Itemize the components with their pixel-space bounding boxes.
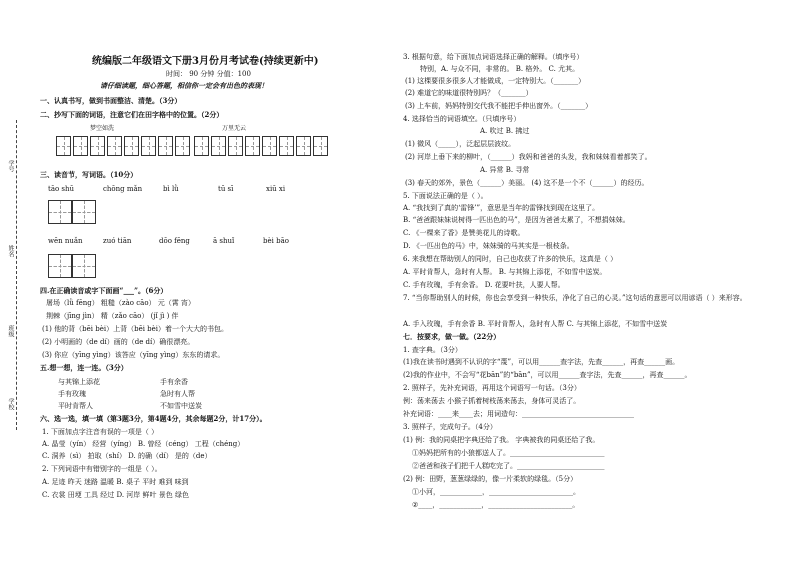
task-2-answer-line[interactable]: 补充词语：____来____去；用词造句：________________________________ (403, 410, 634, 418)
s4-line-3: (1) 他的背（bēi bèi）上背（bēi bèi）着一个大大的书包。 (42, 325, 229, 333)
section-3-title: 三、读音节，写词语。（10分） (40, 170, 138, 179)
q3-line-3: (3) 上车前，妈妈特别交代我不能把手伸出窗外。（_______） (405, 102, 593, 110)
cut-line (16, 120, 17, 430)
question-1: 1. 下面加点字注音有误的一项是（ ） (42, 428, 159, 436)
pinyin-9: ā shuǐ (213, 237, 235, 245)
task-3-line-4[interactable]: ②____，____________，________________________。 (412, 501, 580, 509)
task-2-example: 例：荡来荡去 小猴子抓着树枝荡来荡去，身体可灵活了。 (403, 397, 581, 405)
s4-line-5: (3) 你应（yīng yìng）该答应（yīng yìng）东东的请求。 (42, 351, 225, 359)
section-5-title: 五.想一想，连一连。（3分） (40, 363, 128, 372)
q5-option-c: C. 《一棵来了香》是赞美花儿的诗歌。 (403, 229, 525, 237)
q4-options-2: A. 异常 B. 寻常 (480, 166, 530, 174)
page-title: 统编版二年级语文下册3月份月考试卷(持续更新中) (92, 56, 319, 67)
q4-line-1: (1) 微风（_____），泛起层层波纹。 (405, 140, 516, 148)
match-right-1[interactable]: 手有余香 (160, 378, 188, 386)
task-2: 2. 照样子，先补充词语，再用这个词语写一句话。（3分） (403, 384, 581, 392)
copy-grid-2[interactable] (194, 136, 328, 156)
question-6: 6. 来我想在帮助别人的同时，自己也收获了许多的快乐，这真是（ ） (403, 255, 618, 263)
q2-options-1: A. 足迹 昨天 迷路 温暖 B. 桌子 平时 难到 味到 (42, 478, 189, 486)
task-3-example-1: (1) 例：我的同桌把字典还给了我。 字典被我的同桌还给了我。 (403, 436, 600, 444)
task-3-example-2: (2) 例：田野，葱葱绿绿的，像一片柔软的绿毯。（5分） (403, 475, 578, 483)
q6-options-2: C. 手有玫瑰，手有余香。 D. 花要叶扶，人要人帮。 (403, 281, 565, 289)
copy-word-1: 梦空如洗 (90, 125, 115, 132)
q5-option-d: D. 《一匹出色的马》中，妹妹骑的马其实是一根枝条。 (403, 242, 574, 250)
q3-line-2: (2) 难道它的味道很特别吗？（_______） (405, 89, 533, 97)
s4-line-1: 屠场（lǜ fēng） 粗糙（zào cāo） 元（霄 宵） (46, 299, 195, 307)
section-4-title: 四.在正确读音或字下面画“___”。（6分） (40, 286, 168, 295)
task-3-line-3[interactable]: ①小河，____________，________________________。 (412, 488, 580, 496)
task-3: 3. 照样子，完成句子。（4分） (403, 423, 497, 431)
question-7: 7. “当你帮助别人的时候，你也会享受到一种快乐，净化了自己的心灵。”这句话的意思可以用谚语（ ）来形容。 (403, 294, 747, 302)
match-left-1[interactable]: 与其锦上添花 (58, 378, 100, 386)
match-left-2[interactable]: 手有玫瑰 (58, 390, 86, 398)
q1-options-1: A. 晶莹（yín） 经营（yíng） B. 曾经（céng） 工程（chéng） (42, 440, 245, 448)
task-3-line-2[interactable]: ②爸爸和孩子们把千人糕吃完了。_________________________ (412, 462, 605, 470)
pinyin-8: dōo fēng (159, 237, 190, 245)
school-label: 学校 (7, 398, 14, 410)
binding-margin (0, 0, 32, 561)
name-label: 姓名 (7, 245, 14, 257)
question-2: 2. 下列词语中有错别字的一组是（ ）。 (42, 465, 162, 473)
q4-line-2: (2) 河岸上垂下来的柳叶，（______）我妈和爸爸的头发，我和妹妹看着都笑了。 (405, 153, 652, 161)
task-1: 1. 查字典。（3分） (403, 346, 462, 354)
pinyin-3: bì lǜ (163, 185, 179, 193)
pinyin-6: wēn nuǎn (48, 237, 83, 245)
question-3: 3. 根据句意，给下面加点词语选择正确的解释。（填序号） (403, 53, 584, 61)
section-1-title: 一、认真书写，做到书面整洁、清楚。（3分） (40, 96, 182, 105)
copy-word-2: 万里无云 (222, 125, 247, 132)
exam-note: 请仔细读题，细心答题，相信你一定会有出色的表现！ (100, 81, 268, 90)
q4-line-3: (3) 春天的郊外，景色（______）美丽。 (4) 这不是一个不（______）的经历。 (405, 179, 649, 187)
match-right-3[interactable]: 不如雪中送炭 (160, 402, 202, 410)
q1-options-2: C. 洞养（sì） 拍取（shí） D. 的确（dí） 是的（de） (42, 452, 212, 460)
section-6-title: 六、选一选，填一填（第3题3分，第4题4分，其余每题2分，计17分）。 (40, 414, 267, 423)
section-7-title: 七．按要求，做一做。（22分） (403, 332, 501, 341)
q5-option-b: B. “爸爸跟妹妹说树得一匹出色的马”，是因为爸爸太累了，不想捐妹妹。 (403, 216, 630, 224)
copy-grid-1[interactable] (56, 136, 190, 156)
pinyin-7: zuó tiān (103, 237, 132, 245)
pinyin-2: chōng mǎn (103, 185, 143, 193)
q2-options-2: C. 衣裳 田埂 工具 经过 D. 河岸 鲜叶 景色 绿色 (42, 491, 189, 499)
task-3-line-1[interactable]: ①妈妈把所有的小狼都送人了。___________________________ (412, 449, 605, 457)
pinyin-4: tū sī (218, 185, 234, 193)
class-label: 班级 (7, 325, 14, 337)
pinyin-10: bèi bāo (263, 237, 289, 245)
q5-option-a: A. “我找到了真的‘雷锋’”，意思是当年的雷锋找到现在这里了。 (403, 204, 600, 212)
q3-options: 特别，A. 与众不同，非常的。 B. 格外。 C. 尤其。 (420, 65, 580, 73)
match-right-2[interactable]: 急时有人帮 (160, 390, 195, 398)
question-4: 4. 选择恰当的词语填空。（只填序号） (403, 115, 521, 123)
task-1-line-2[interactable]: (2)我的作业中，不会写“花bān”的“bān”，可以用______查字法，先查______，再查______。 (403, 371, 692, 379)
q7-options: A. 手入玫瑰，手有余香 B. 平时肯帮人，急时有人帮 C. 与其锦上添花，不如雪中送炭 (403, 320, 668, 328)
q4-options-1: A. 吹过 B. 拂过 (480, 127, 530, 135)
s4-line-4: (2) 小明画的（de dí）画的（de dí）确很漂亮。 (42, 338, 195, 346)
question-5: 5. 下面说法正确的是（ ）。 (403, 192, 488, 200)
s4-line-2: 荆棘（jīng jìn） 精（zǎo cāo） (jǐ jì ) 伴 (46, 312, 179, 320)
student-id-label: 学号 (7, 160, 14, 172)
task-1-line-1[interactable]: (1)我在读书时遇到不认识的字“蔑”，可以用______查字法，先查______，再查______画。 (403, 358, 680, 366)
q3-line-1: (1) 这棵要很多很多人才能做成，一定特别大。（_______） (405, 77, 586, 85)
pinyin-1: tāo shū (48, 185, 75, 193)
q6-options-1: A. 平时肯帮人，急时有人帮。 B. 与其锦上添花，不如雪中送炭。 (403, 268, 607, 276)
section-2-title: 二、抄写下面的词语，注意它们在田字格中的位置。（2分） (40, 110, 224, 119)
pinyin-5: xiū xi (266, 185, 286, 193)
exam-meta: 时间： 90 分钟 分值：100 (166, 70, 251, 78)
match-left-3[interactable]: 平时肯帮人 (58, 402, 93, 410)
